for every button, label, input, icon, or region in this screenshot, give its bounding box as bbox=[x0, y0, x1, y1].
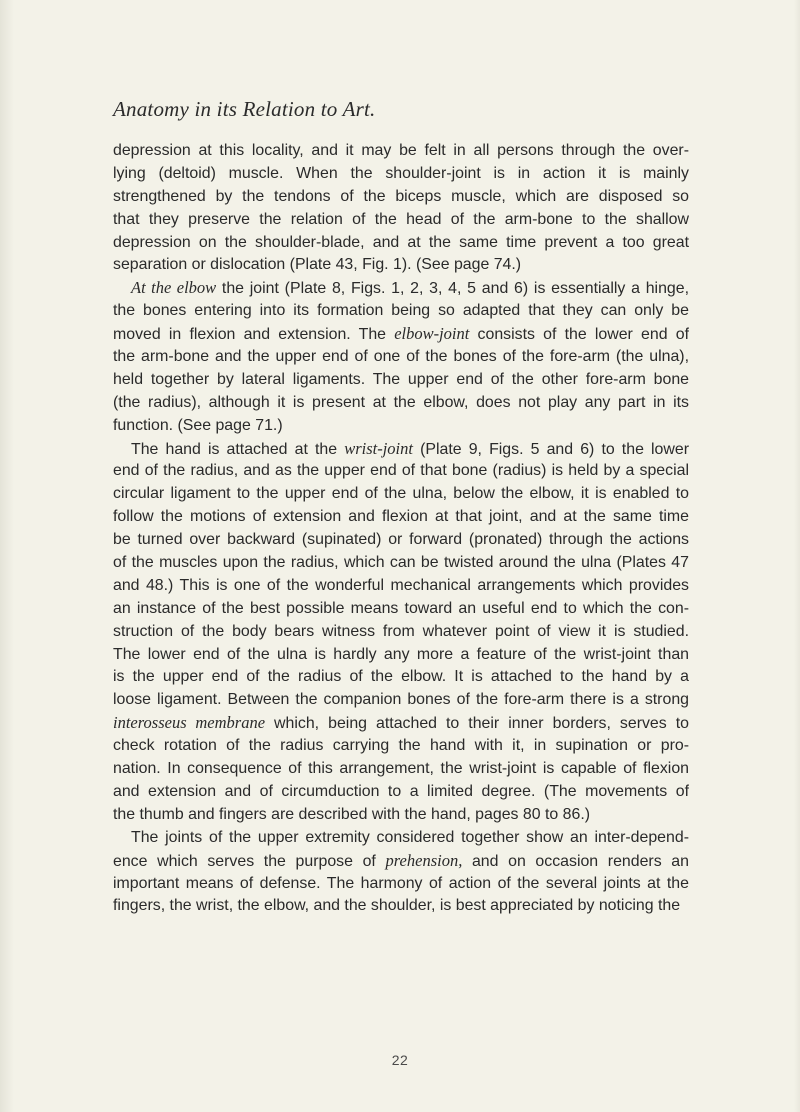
text-run: the joint (Plate 8, Figs. 1, 2, 3, 4, 5 and 6) is essentially a hinge, bbox=[216, 280, 689, 298]
text-line bbox=[113, 689, 689, 712]
text-run: function. (See page 71.) bbox=[113, 416, 283, 434]
text-line bbox=[113, 644, 689, 667]
text-run: the arm-bone and the upper end of one of the bones of the fore-arm (the ulna), bbox=[113, 348, 689, 366]
text-run: held together by lateral ligaments. The upper end of the other fore-arm bone bbox=[113, 370, 689, 388]
text-line bbox=[113, 209, 689, 232]
text-line bbox=[113, 346, 689, 369]
text-run: the bones entering into its formation being so adapted that they can only be bbox=[113, 302, 689, 320]
text-line bbox=[113, 277, 689, 300]
text-line bbox=[113, 460, 689, 483]
text-run: fingers, the wrist, the elbow, and the shoulder, is best appreciated by noticing the bbox=[113, 897, 681, 915]
page-edge-shadow bbox=[794, 0, 800, 1112]
text-run: The lower end of the ulna is hardly any more a feature of the wrist-joint than bbox=[113, 645, 689, 663]
text-line bbox=[113, 232, 689, 255]
italic-term: wrist-joint bbox=[344, 438, 413, 458]
text-line bbox=[113, 827, 689, 850]
text-run: (the radius), although it is present at the elbow, does not play any part in its bbox=[113, 393, 689, 411]
text-run: separation or dislocation (Plate 43, Fig. 1). (See page 74.) bbox=[113, 256, 522, 274]
page-number: 22 bbox=[391, 1052, 409, 1068]
italic-term: interosseus membrane bbox=[113, 713, 266, 733]
text-run: (Plate 9, Figs. 5 and 6) to the lower bbox=[412, 440, 689, 458]
text-run: important means of defense. The harmony of action of the several joints at the bbox=[113, 874, 689, 892]
text-line bbox=[113, 415, 689, 438]
text-run: lying (deltoid) muscle. When the shoulder-joint is in action it is mainly bbox=[113, 164, 689, 182]
text-run: an instance of the best possible means toward an useful end to which the con- bbox=[113, 599, 689, 617]
text-run: circular ligament to the upper end of the ulna, below the elbow, it is enabled to bbox=[113, 485, 689, 503]
text-run: The hand is attached at the bbox=[131, 440, 345, 458]
text-run: ence which serves the purpose of bbox=[113, 852, 386, 870]
text-line bbox=[113, 666, 689, 689]
text-line bbox=[113, 529, 689, 552]
text-run: strengthened by the tendons of the biceps muscle, which are disposed so bbox=[113, 187, 689, 205]
text-run: of the muscles upon the radius, which can be twisted around the ulna (Plates 47 bbox=[113, 554, 689, 572]
text-line bbox=[113, 735, 689, 758]
text-run: The joints of the upper extremity considered together show an inter-depend- bbox=[131, 828, 689, 846]
text-run: and on occasion renders an bbox=[462, 852, 689, 870]
text-line bbox=[113, 392, 689, 415]
text-line bbox=[113, 712, 689, 735]
text-line bbox=[113, 300, 689, 323]
text-line bbox=[113, 552, 689, 575]
text-line bbox=[113, 483, 689, 506]
page-edge-shadow bbox=[0, 0, 14, 1112]
text-run: be turned over backward (supinated) or forward (pronated) through the actions bbox=[113, 531, 689, 549]
text-line bbox=[113, 163, 689, 186]
text-line bbox=[113, 758, 689, 781]
text-line bbox=[113, 323, 689, 346]
text-line bbox=[113, 186, 689, 209]
text-line bbox=[113, 621, 689, 644]
text-run: moved in flexion and extension. The bbox=[113, 326, 395, 344]
text-line bbox=[113, 506, 689, 529]
text-run: depression at this locality, and it may be felt in all persons through the over- bbox=[113, 142, 689, 159]
text-line bbox=[113, 140, 689, 163]
text-run: and 48.) This is one of the wonderful mechanical arrangements which provides bbox=[113, 576, 689, 594]
text-run: loose ligament. Between the companion bones of the fore-arm there is a strong bbox=[113, 691, 689, 709]
italic-term: elbow-joint bbox=[394, 324, 470, 344]
text-line bbox=[113, 254, 689, 277]
text-run: depression on the shoulder-blade, and at the same time prevent a too great bbox=[113, 233, 689, 251]
italic-term: prehension, bbox=[385, 850, 463, 870]
text-run: consists of the lower end of bbox=[469, 326, 689, 344]
text-run: check rotation of the radius carrying the hand with it, in supination or pro- bbox=[113, 737, 689, 755]
text-run: struction of the body bears witness from whatever point of view it is studied. bbox=[113, 622, 689, 640]
text-line bbox=[113, 438, 689, 461]
text-line bbox=[113, 804, 689, 827]
italic-term: At the elbow bbox=[131, 278, 217, 298]
running-head: Anatomy in its Relation to Art. bbox=[113, 97, 376, 121]
text-run: is the upper end of the radius of the elbow. It is attached to the hand by a bbox=[113, 668, 689, 686]
text-line bbox=[113, 895, 689, 918]
text-run: nation. In consequence of this arrangement, the wrist-joint is capable of flexion bbox=[113, 760, 689, 778]
text-line bbox=[113, 369, 689, 392]
text-run: the thumb and fingers are described with the hand, pages 80 to 86.) bbox=[113, 805, 591, 823]
text-line bbox=[113, 575, 689, 598]
text-line bbox=[113, 781, 689, 804]
text-line bbox=[113, 850, 689, 873]
text-run: which, being attached to their inner borders, serves to bbox=[265, 715, 689, 733]
text-run: and extension and of circumduction to a limited degree. (The movements of bbox=[113, 782, 689, 800]
text-run: follow the motions of extension and flexion at that joint, and at the same time bbox=[113, 508, 689, 526]
body-text bbox=[113, 140, 689, 918]
text-line bbox=[113, 598, 689, 621]
text-run: that they preserve the relation of the head of the arm-bone to the shallow bbox=[113, 210, 689, 228]
text-run: end of the radius, and as the upper end of that bone (radius) is held by a special bbox=[113, 462, 689, 480]
text-line bbox=[113, 873, 689, 896]
